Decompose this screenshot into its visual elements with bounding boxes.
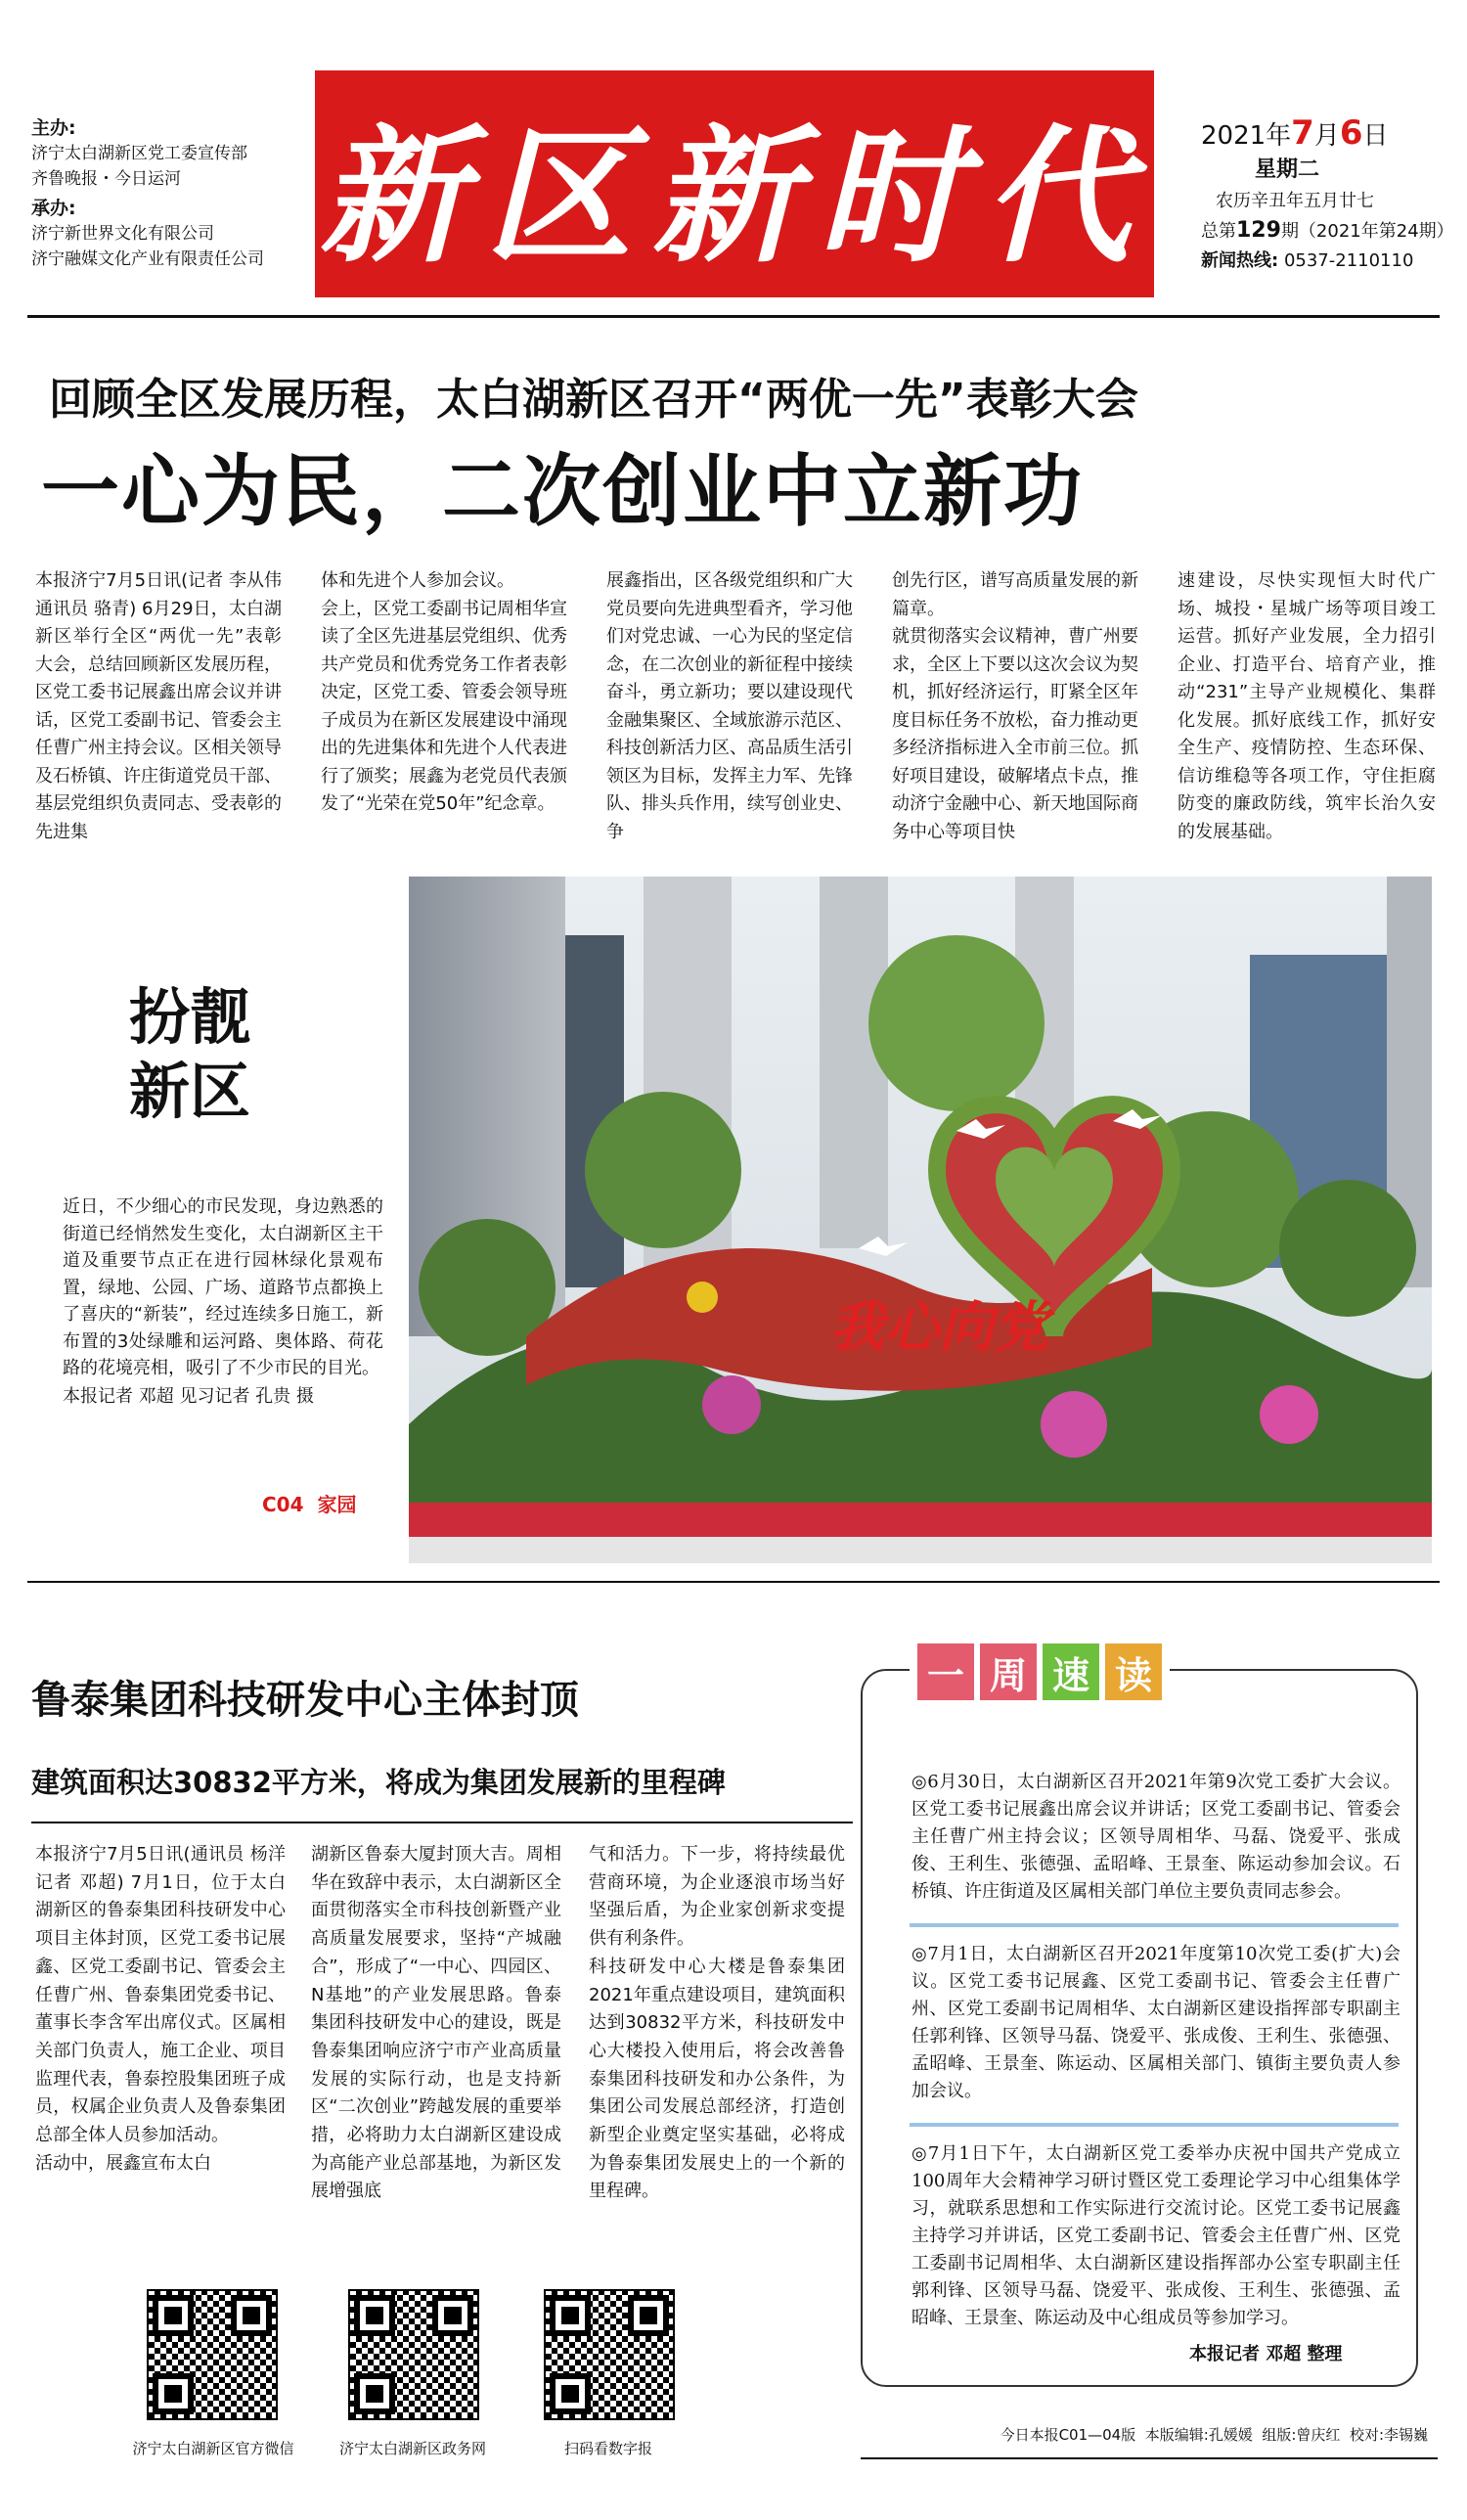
organizer-label: 承办:	[31, 198, 76, 219]
qr-label-digital-paper: 扫码看数字报	[563, 2440, 652, 2457]
weekly-brief-tag	[910, 1643, 1170, 1700]
lead-col-1: 本报济宁7月5日讯(记者 李从伟 通讯员 骆青) 6月29日，太白湖新区举行全区“两优一先”表彰大会，总结回顾新区发展历程，区党工委书记展鑫出席会议并讲话，区党工委副书记、管委会主任曹广州主持会议。区相关领导及石桥镇、许庄街道党员干部、基层党组织负责同志、受表彰的先进集	[35, 570, 282, 842]
weekly-item-1: ◎6月30日，太白湖新区召开2021年第9次党工委扩大会议。区党工委书记展鑫出席会议并讲话；区党工委副书记、管委会主任曹广州主持会议；区领导周相华、马磊、饶爱平、张成俊、王利生、张德强、孟昭峰、王景奎、陈运动参加会议。石桥镇、许庄街道及区属相关部门单位主要负责同志参会。	[911, 1772, 1400, 1902]
footer-rule	[861, 2457, 1438, 2459]
masthead-title: 新区新时代	[318, 111, 1150, 283]
sponsor-1: 济宁太白湖新区党工委宣传部	[31, 144, 247, 163]
weekly-credit: 本报记者 邓超 整理	[1189, 2344, 1343, 2364]
weekly-divider-2	[910, 2123, 1399, 2127]
lead-headline: 一心为民，二次创业中立新功	[41, 446, 1084, 537]
weekly-divider-1	[910, 1923, 1399, 1927]
issue-number: 129	[1236, 218, 1281, 243]
ref-page: C04	[262, 1493, 304, 1516]
mid-rule	[27, 1581, 1440, 1583]
photo-credit: 本报记者 邓超 见习记者 孔贵 摄	[63, 1386, 314, 1407]
lead-col-5: 速建设，尽快实现恒大时代广场、城投・星城广场等项目竣工运营。抓好产业发展，全力招引企业、打造平台、培育产业，推动“231”主导产业规模化、集群化发展。抓好底线工作，抓好安全生产、疫情防控、生态环保、信访维稳等各项工作，守住拒腐防变的廉政防线，筑牢长治久安的发展基础。	[1178, 570, 1436, 842]
lead-col-4: 创先行区，谱写高质量发展的新篇章。 就贯彻落实会议精神，曹广州要求，全区上下要以这次会议为契机，抓好经济运行，盯紧全区年度目标任务不放松，奋力推动更多经济指标进入全市前三位。抓好项目建设，破解堵点卡点，推动济宁金融中心、新天地国际商务中心等项目快	[892, 570, 1138, 842]
issue-line	[1201, 216, 1455, 247]
photo-sculpture-text: 我心向党	[829, 1295, 1048, 1360]
date-line	[1201, 115, 1455, 154]
organizer-1: 济宁新世界文化有限公司	[31, 224, 214, 244]
masthead	[315, 70, 1154, 297]
second-rule	[31, 1822, 853, 1823]
second-headline: 鲁泰集团科技研发中心主体封顶	[31, 1678, 579, 1723]
qr-code-gov-site[interactable]	[348, 2289, 479, 2420]
lead-col-3: 展鑫指出，区各级党组织和广大党员要向先进典型看齐，学习他们对党忠诚、一心为民的坚定信念，在二次创业的新征程中接续奋斗，勇立新功；要以建设现代金融集聚区、全域旅游示范区、科技创新活力区、高品质生活引领区为目标，发挥主力军、先锋队、排头兵作用，续写创业史、争	[606, 570, 853, 842]
photo-story-body: 近日，不少细心的市民发现，身边熟悉的街道已经悄然发生变化，太白湖新区主干道及重要节点正在进行园林绿化景观布置，绿地、公园、广场、道路节点都换上了喜庆的“新装”，经过连续多日施工，新布置的3处绿雕和运河路、奥体路、荷花路的花境亮相，吸引了不少市民的目光。	[63, 1196, 383, 1378]
photo-title-line-1: 扮靓	[129, 981, 251, 1053]
organizer-2: 济宁融媒文化产业有限责任公司	[31, 249, 264, 269]
photo-flower-cluster-2	[1041, 1391, 1107, 1458]
flower-sculpture-photo	[409, 877, 1432, 1563]
qr-code-digital-paper[interactable]	[544, 2289, 675, 2420]
weekly-item-3: ◎7月1日下午，太白湖新区党工委举办庆祝中国共产党成立100周年大会精神学习研讨暨区党工委理论学习中心组集体学习，就联系思想和工作实际进行交流讨论。区党工委书记展鑫主持学习并讲话，区党工委副书记、管委会主任曹广州、区党工委副书记周相华、太白湖新区建设指挥部办公室专职副主任郭利锋、区领导马磊、饶爱平、张成俊、王利生、张德强、孟昭峰、王景奎、陈运动及中心组成员等参加学习。	[911, 2143, 1400, 2328]
second-col-3: 气和活力。下一步，将持续最优营商环境，为企业逐浪市场当好坚强后盾，为企业家创新求变提供有利条件。 科技研发中心大楼是鲁泰集团2021年重点建设项目，建筑面积达到30832平方米，科技研发中心大楼投入使用后，将会改善鲁泰集团科技研发和办公条件，为集团公司发展总部经济，打造创新型企业奠定坚实基础，必将成为鲁泰集团发展史上的一个新的里程碑。	[589, 1844, 845, 2202]
qr-code-wechat[interactable]	[147, 2289, 278, 2420]
footer-info: 今日本报C01—04版 本版编辑:孔媛媛 组版:曾庆红 校对:李锡巍	[1000, 2426, 1428, 2444]
second-subhead: 建筑面积达30832平方米，将成为集团发展新的里程碑	[31, 1766, 726, 1799]
photo-tree-3	[868, 935, 1045, 1111]
photo-party-emblem	[687, 1282, 718, 1313]
date-month: 7	[1291, 113, 1314, 153]
sponsor-2: 齐鲁晚报・今日运河	[31, 169, 181, 189]
second-col-1: 本报济宁7月5日讯(通讯员 杨洋 记者 邓超) 7月1日，位于太白湖新区的鲁泰集团科技研发中心项目主体封顶，区党工委书记展鑫、区党工委副书记、管委会主任曹广州、鲁泰集团党委书记、董事长李含军出席仪式。区属相关部门负责人，施工企业、项目监理代表，鲁泰控股集团班子成员，权属企业负责人及鲁泰集团总部全体人员参加活动。 活动中，展鑫宣布太白	[35, 1844, 286, 2174]
sponsor-label: 主办:	[31, 117, 76, 139]
second-col-2: 湖新区鲁泰大厦封顶大吉。周相华在致辞中表示，太白湖新区全面贯彻落实全市科技创新暨产业高质量发展要求，坚持“产城融合”，形成了“一中心、四园区、N基地”的产业发展思路。鲁泰集团科技研发中心的建设，既是鲁泰集团响应济宁市产业高质量发展的实际行动，也是支持新区“二次创业”跨越发展的重要举措，必将助力太白湖新区建设成为高能产业总部基地，为新区发展增强底	[311, 1844, 561, 2202]
tag-char-4: 读	[1105, 1643, 1162, 1700]
tag-char-2: 周	[980, 1643, 1037, 1700]
photo-flower-bed	[409, 1503, 1432, 1542]
photo-tree-2	[585, 1092, 741, 1248]
date-block	[1201, 115, 1455, 276]
photo-title-line-2: 新区	[129, 1056, 251, 1127]
photo-tree-5	[1279, 1180, 1416, 1317]
hotline-label: 新闻热线:	[1201, 250, 1279, 271]
page-reference	[262, 1489, 356, 1517]
ref-section: 家园	[317, 1493, 357, 1516]
lead-col-2: 体和先进个人参加会议。 会上，区党工委副书记周相华宣读了全区先进基层党组织、优秀共产党员和优秀党务工作者表彰决定，区党工委、管委会领导班子成员为在新区发展建设中涌现出的先进集体和先进个人代表进行了颁奖；展鑫为老党员代表颁发了“光荣在党50年”纪念章。	[321, 570, 567, 814]
header-rule	[27, 315, 1440, 318]
qr-label-gov-site: 济宁太白湖新区政务网	[338, 2440, 486, 2457]
photo-story-title	[129, 980, 250, 1129]
hotline-number: 0537-2110110	[1283, 250, 1414, 271]
weekly-item-2: ◎7月1日，太白湖新区召开2021年度第10次党工委(扩大)会议。区党工委书记展鑫、区党工委副书记、管委会主任曹广州、区党工委副书记周相华、太白湖新区建设指挥部专职副主任郭利锋、区领导马磊、饶爱平、张成俊、王利生、张德强、孟昭峰、王景奎、陈运动、区属相关部门、镇街主要负责人参加会议。	[911, 1944, 1400, 2101]
qr-label-wechat: 济宁太白湖新区官方微信	[132, 2440, 294, 2457]
photo-pavement	[409, 1537, 1432, 1563]
issue-prefix: 总第	[1201, 221, 1236, 242]
lunar-date: 农历辛丑年五月廿七	[1216, 191, 1374, 211]
lead-kicker: 回顾全区发展历程，太白湖新区召开“两优一先”表彰大会	[49, 375, 1138, 425]
sponsor-block	[31, 115, 315, 272]
date-day-unit: 日	[1362, 121, 1389, 151]
date-year: 2021年	[1201, 121, 1292, 151]
date-day: 6	[1339, 113, 1363, 153]
photo-flower-cluster-1	[702, 1375, 761, 1434]
date-month-unit: 月	[1313, 121, 1340, 151]
photo-flower-cluster-3	[1260, 1385, 1318, 1444]
weekday: 星期二	[1255, 158, 1320, 182]
tag-char-3: 速	[1043, 1643, 1099, 1700]
issue-suffix: 期（2021年第24期）	[1280, 221, 1454, 242]
tag-char-1: 一	[917, 1643, 974, 1700]
hotline-line	[1201, 247, 1455, 276]
